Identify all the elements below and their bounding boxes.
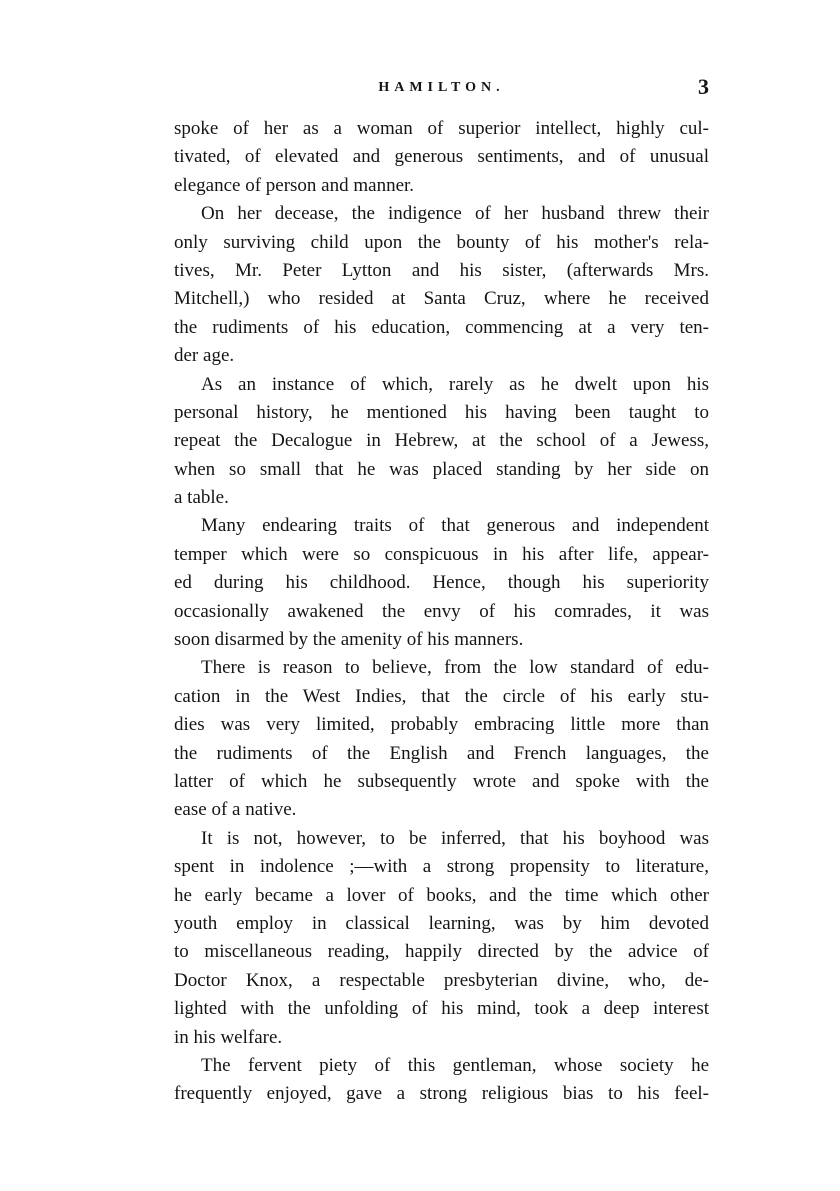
text-line: in his welfare. <box>174 1026 283 1048</box>
text-line: It is not, however, to be inferred, that his boyhood was <box>201 827 709 849</box>
text-line: The fervent piety of this gentleman, whose society he <box>201 1054 709 1076</box>
text-line: the rudiments of the English and French languages, the <box>174 742 709 764</box>
text-line: latter of which he subsequently wrote and spoke with the <box>174 770 709 792</box>
text-line: soon disarmed by the amenity of his manners. <box>174 629 524 651</box>
text-line: frequently enjoyed, gave a strong religious bias to his feel- <box>174 1083 709 1105</box>
text-line: tivated, of elevated and generous sentiments, and of unusual <box>174 146 709 168</box>
text-line: to miscellaneous reading, happily directed by the advice of <box>174 941 709 963</box>
text-line: elegance of person and manner. <box>174 174 415 196</box>
text-line: he early became a lover of books, and the time which other <box>174 884 709 906</box>
page-number: 3 <box>698 74 709 99</box>
text-line: repeat the Decalogue in Hebrew, at the school of a Jewess, <box>174 430 709 452</box>
text-line: There is reason to believe, from the low standard of edu- <box>201 657 709 679</box>
running-head <box>174 76 709 104</box>
text-line: a table. <box>174 487 229 509</box>
text-line: occasionally awakened the envy of his comrades, it was <box>174 600 709 622</box>
text-line: cation in the West Indies, that the circle of his early stu- <box>174 685 709 707</box>
text-line: the rudiments of his education, commencing at a very ten- <box>174 316 709 338</box>
text-line: spent in indolence ;—with a strong propensity to literature, <box>174 856 709 878</box>
text-line: Doctor Knox, a respectable presbyterian divine, who, de- <box>174 969 709 991</box>
text-line: when so small that he was placed standing by her side on <box>174 458 709 480</box>
text-line: youth employ in classical learning, was by him devoted <box>174 912 709 934</box>
text-line: Mitchell,) who resided at Santa Cruz, where he received <box>174 288 709 310</box>
text-line: lighted with the unfolding of his mind, took a deep interest <box>174 998 709 1020</box>
text-line: dies was very limited, probably embracing little more than <box>174 714 709 736</box>
running-title: HAMILTON. <box>378 80 505 95</box>
text-line: On her decease, the indigence of her husband threw their <box>201 203 709 225</box>
text-line: personal history, he mentioned his having been taught to <box>174 401 709 423</box>
text-line: tives, Mr. Peter Lytton and his sister, (afterwards Mrs. <box>174 259 709 281</box>
text-line: ed during his childhood. Hence, though his superiority <box>174 572 709 594</box>
text-line: Many endearing traits of that generous and independent <box>201 515 709 537</box>
text-line: ease of a native. <box>174 799 297 821</box>
text-line: spoke of her as a woman of superior intellect, highly cul- <box>174 118 709 139</box>
body-text <box>174 115 709 1109</box>
text-line: der age. <box>174 345 235 367</box>
text-line: only surviving child upon the bounty of his mother's rela- <box>174 231 709 253</box>
text-line: temper which were so conspicuous in his after life, appear- <box>174 543 709 565</box>
text-line: As an instance of which, rarely as he dwelt upon his <box>201 373 709 395</box>
